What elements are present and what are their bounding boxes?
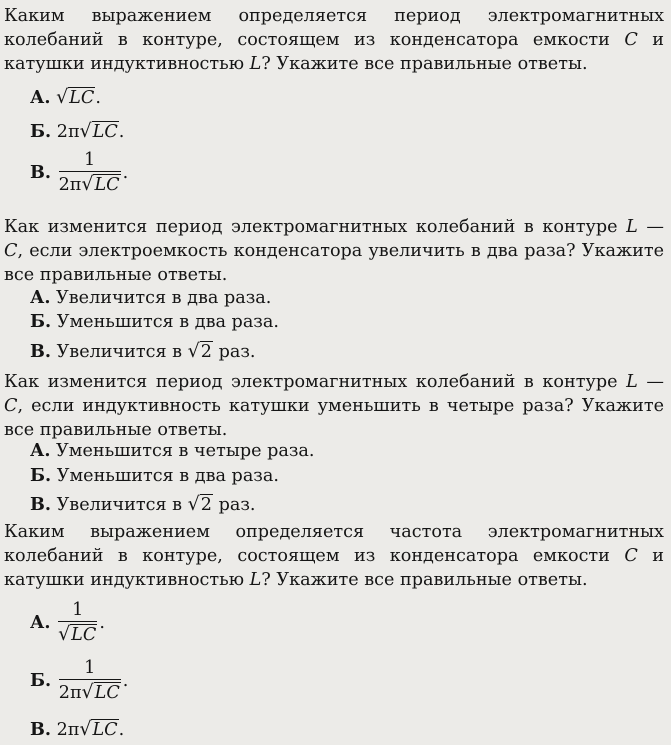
question-1 [4,4,664,76]
option-label: А. [30,87,51,108]
var-l: L [626,217,638,237]
sqrt-expression [188,340,213,363]
radicand: LC [92,720,118,740]
sqrt-expression [58,623,97,646]
q4-option-c[interactable] [30,718,124,741]
q2-option-b[interactable] [30,311,279,333]
punct: . [122,163,129,183]
option-label: В. [30,494,51,515]
option-text-end: раз. [212,495,256,515]
option-label: Б. [30,121,52,142]
question-3-text-b: , если индуктивность катушки уменьшить в четыре раза? Укажите все правильные ответы. [4,396,664,440]
question-1-text-b: и катушки индуктивностью [4,30,664,74]
option-text-end: раз. [212,342,256,362]
question-4 [4,520,664,592]
numerator: 1 [84,658,96,678]
q1-option-c[interactable] [30,150,128,196]
question-1-text-c: ? Укажите все правильные ответы. [261,54,588,74]
option-text: Увеличится в два раза. [50,288,272,308]
denominator [59,171,121,196]
option-label: А. [30,612,51,633]
question-2-text: Как изменится период электромагнитных колебаний в контуре [4,217,627,237]
option-text: Уменьшится в четыре раза. [50,441,315,461]
q3-option-a[interactable] [30,440,315,462]
radicand: 2 [200,342,212,362]
var-l: L [249,54,262,74]
question-3-text: Как изменится период электромагнитных колебаний в контуре [4,372,627,392]
radicand: LC [71,625,97,645]
option-label: В. [30,719,51,740]
coefficient: 2π [56,720,80,740]
sqrt-expression [188,493,213,516]
fraction [59,658,121,704]
q3-option-b[interactable] [30,465,279,487]
question-4-text-c: ? Укажите все правильные ответы. [261,570,588,590]
sqrt-symbol: √ [79,120,92,142]
option-label: А. [30,287,51,308]
sqrt-symbol: √ [56,86,69,108]
var-c: C [4,396,18,416]
punct: . [122,671,129,691]
radicand: LC [92,122,118,142]
sqrt-expression [56,86,95,109]
radicand: LC [94,683,120,703]
sqrt-expression [79,718,118,741]
question-4-text: Каким выражением определяется частота электромагнитных колебаний в контуре, состоящем из конденсатора емкости [4,522,664,566]
option-label: Б. [30,670,52,691]
radicand: LC [69,88,95,108]
q1-option-b[interactable] [30,120,124,143]
punct: . [99,613,105,633]
fraction [59,150,121,196]
option-label: А. [30,440,51,461]
q4-option-a[interactable] [30,600,105,646]
question-4-text-b: и катушки индуктивностью [4,546,664,590]
sqrt-expression [82,681,121,704]
var-c: C [624,30,638,50]
option-text: Увеличится в [51,495,188,515]
fraction [58,600,97,646]
dash: — [637,217,665,237]
radicand: LC [94,175,120,195]
option-label: Б. [30,311,52,332]
sqrt-expression [81,173,120,196]
q1-option-a[interactable] [30,86,101,109]
q2-option-c[interactable] [30,340,256,363]
question-2 [4,215,664,287]
sqrt-expression [80,120,119,143]
q4-option-b[interactable] [30,658,128,704]
q2-option-a[interactable] [30,287,271,309]
q3-option-c[interactable] [30,493,256,516]
dash: — [637,372,665,392]
sqrt-symbol: √ [58,623,71,645]
option-text: Уменьшится в два раза. [51,312,279,332]
option-label: В. [30,162,51,183]
denominator [58,621,97,646]
var-l: L [626,372,638,392]
punct: . [118,122,125,142]
var-c: C [4,241,18,261]
question-2-text-b: , если электроемкость конденсатора увеличить в два раза? Укажите все правильные ответы. [4,241,664,285]
sqrt-symbol: √ [81,173,94,195]
radicand: 2 [200,495,212,515]
punct: . [118,720,125,740]
coefficient: 2π [56,122,80,142]
option-text: Увеличится в [51,342,188,362]
question-3 [4,370,664,442]
var-l: L [249,570,262,590]
sqrt-symbol: √ [187,493,200,515]
coefficient: 2π [58,683,82,703]
coefficient: 2π [58,175,82,195]
sqrt-symbol: √ [187,340,200,362]
denominator [59,679,121,704]
question-1-text: Каким выражением определяется период электромагнитных колебаний в контуре, состоящем из конденсатора емкости [4,6,664,50]
sqrt-symbol: √ [81,681,94,703]
option-text: Уменьшится в два раза. [51,466,279,486]
numerator: 1 [72,600,84,620]
var-c: C [624,546,638,566]
numerator: 1 [84,150,96,170]
option-label: В. [30,341,51,362]
option-label: Б. [30,465,52,486]
sqrt-symbol: √ [79,718,92,740]
punct: . [95,88,101,108]
